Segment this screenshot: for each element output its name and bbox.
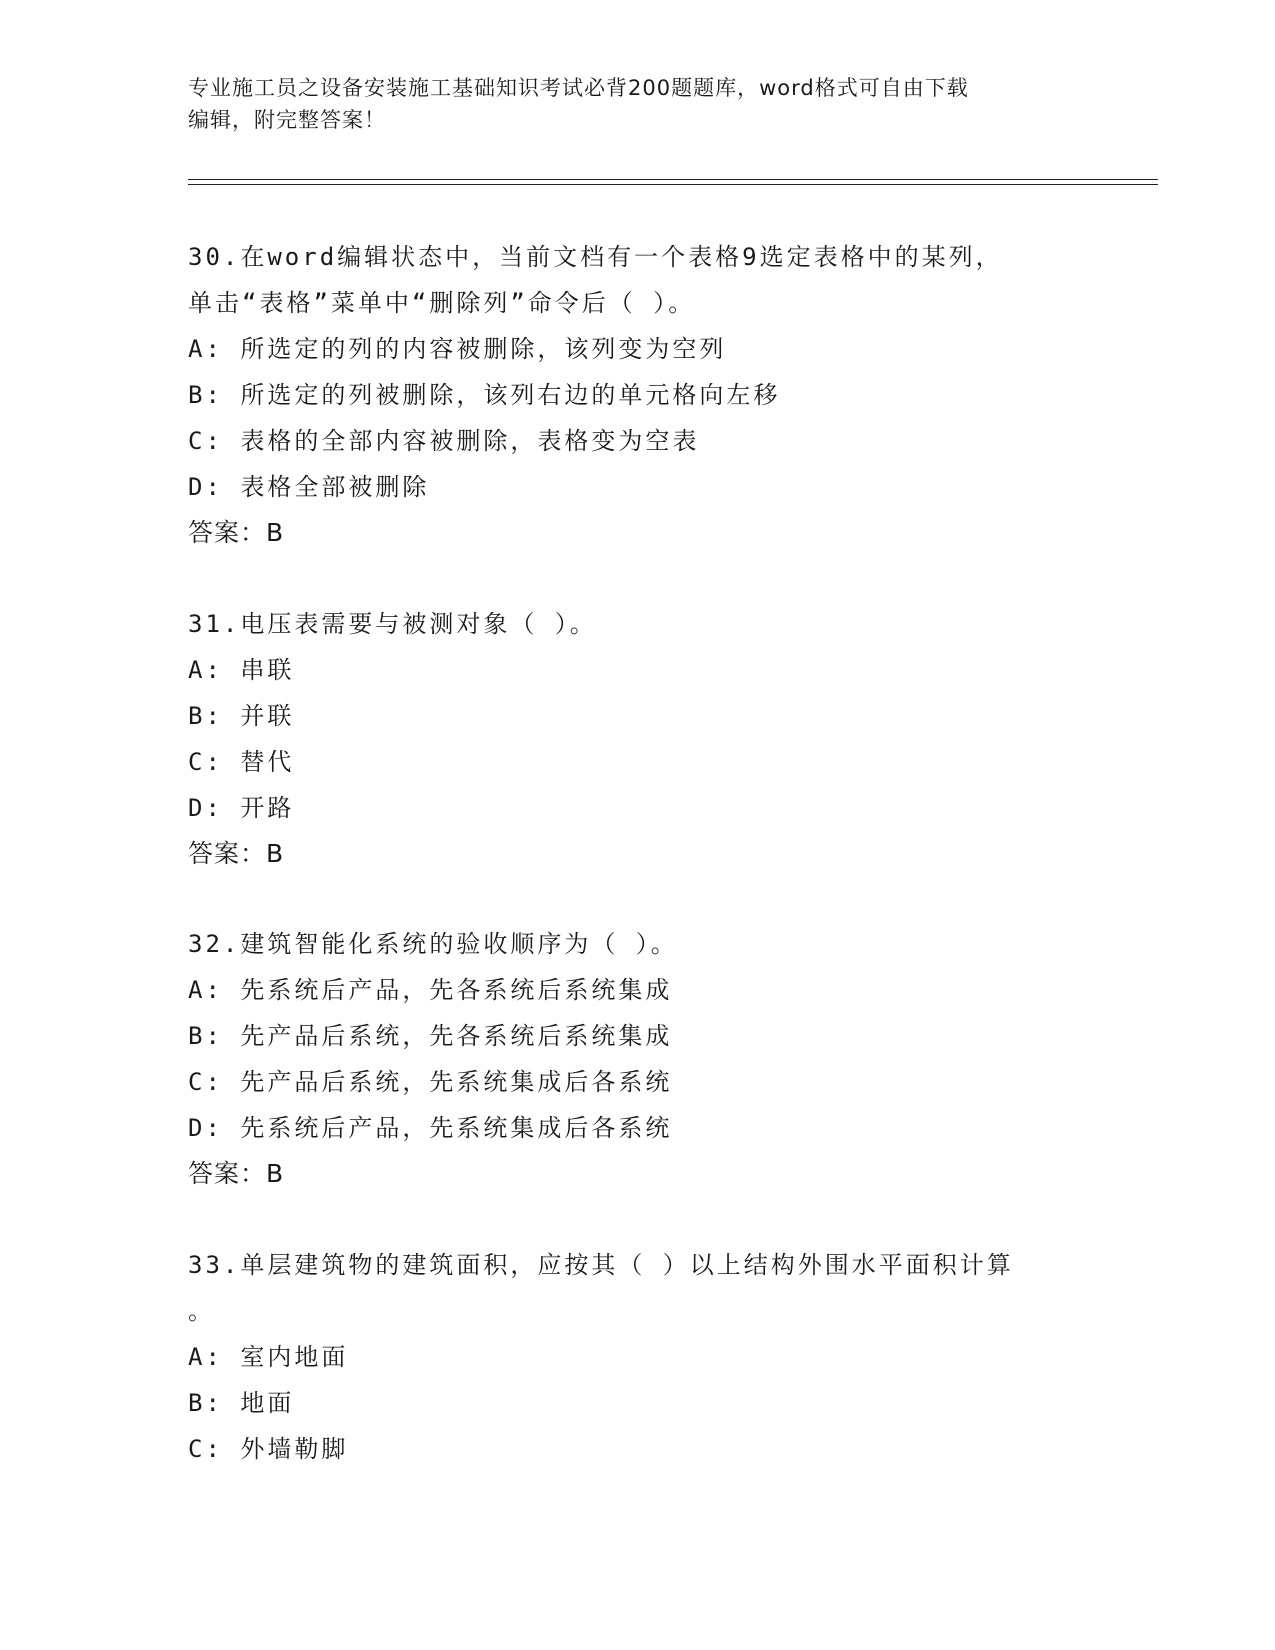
option-d: D: 开路 (188, 794, 295, 822)
question-31 (188, 601, 1088, 877)
header-divider-top (188, 179, 1158, 180)
option-b: B: 地面 (188, 1389, 295, 1417)
header-divider-bottom (188, 184, 1158, 185)
option-a: A: 室内地面 (188, 1343, 349, 1371)
header-title-line-1: 专业施工员之设备安装施工基础知识考试必背200题题库，word格式可自由下载 (188, 76, 969, 100)
option-b: B: 所选定的列被删除，该列右边的单元格向左移 (188, 381, 781, 409)
question-stem-line: 31.电压表需要与被测对象（ ）。 (188, 610, 597, 638)
option-a: A: 串联 (188, 656, 295, 684)
option-c: C: 表格的全部内容被删除，表格变为空表 (188, 427, 700, 455)
header-title-line-2: 编辑，附完整答案！ (188, 108, 386, 132)
option-d: D: 表格全部被删除 (188, 473, 430, 501)
option-b: B: 先产品后系统，先各系统后系统集成 (188, 1022, 673, 1050)
question-stem-line: 单击“表格”菜单中“删除列”命令后（ ）。 (188, 289, 696, 317)
option-d: D: 先系统后产品，先系统集成后各系统 (188, 1114, 673, 1142)
answer-line: 答案：B (188, 839, 285, 868)
document-header (188, 72, 1088, 136)
question-33 (188, 1242, 1088, 1472)
question-stem-line: 。 (188, 1297, 215, 1325)
option-a: A: 先系统后产品，先各系统后系统集成 (188, 976, 673, 1004)
option-a: A: 所选定的列的内容被删除，该列变为空列 (188, 335, 727, 363)
answer-line: 答案：B (188, 518, 285, 547)
question-30 (188, 234, 1088, 556)
question-stem-line: 33.单层建筑物的建筑面积，应按其（ ）以上结构外围水平面积计算 (188, 1251, 1014, 1279)
option-b: B: 并联 (188, 702, 295, 730)
question-stem-line: 30.在word编辑状态中，当前文档有一个表格9选定表格中的某列， (188, 243, 1003, 271)
option-c: C: 替代 (188, 748, 295, 776)
question-stem-line: 32.建筑智能化系统的验收顺序为（ ）。 (188, 930, 678, 958)
option-c: C: 外墙勒脚 (188, 1435, 349, 1463)
option-c: C: 先产品后系统，先系统集成后各系统 (188, 1068, 673, 1096)
question-32 (188, 921, 1088, 1197)
answer-line: 答案：B (188, 1159, 285, 1188)
